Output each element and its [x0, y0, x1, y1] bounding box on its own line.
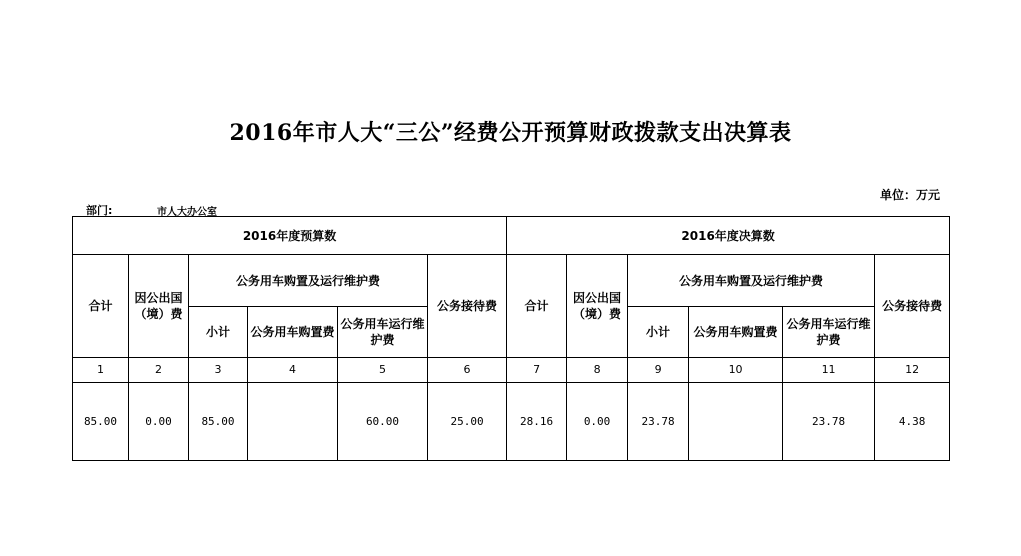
col-number: 12 — [875, 358, 950, 383]
department-value: 市人大办公室 — [157, 207, 217, 218]
final-abroad-header: 因公出国（境）费 — [567, 255, 628, 358]
budget-vehicle-header: 公务用车购置及运行维护费 — [189, 255, 428, 307]
final-vehicle-header: 公务用车购置及运行维护费 — [628, 255, 875, 307]
col-number: 4 — [248, 358, 338, 383]
budget-group-header: 2016年度预算数 — [73, 217, 507, 255]
final-vehicle-purchase-header: 公务用车购置费 — [689, 307, 783, 358]
col-number: 8 — [567, 358, 628, 383]
value-cell: 0.00 — [129, 383, 189, 461]
budget-total-header: 合计 — [73, 255, 129, 358]
final-subtotal-header: 小计 — [628, 307, 689, 358]
col-number: 7 — [507, 358, 567, 383]
final-group-header: 2016年度决算数 — [507, 217, 950, 255]
page-title: 2016年市人大“三公”经费公开预算财政拨款支出决算表 — [229, 120, 792, 146]
value-cell — [689, 383, 783, 461]
value-cell: 60.00 — [338, 383, 428, 461]
value-cell: 28.16 — [507, 383, 567, 461]
value-cell — [248, 383, 338, 461]
value-cell: 85.00 — [73, 383, 129, 461]
department-label: 部门: — [86, 204, 113, 217]
value-cell: 4.38 — [875, 383, 950, 461]
column-number-row — [73, 358, 950, 383]
col-number: 1 — [73, 358, 129, 383]
value-cell: 23.78 — [783, 383, 875, 461]
final-total-header: 合计 — [507, 255, 567, 358]
budget-abroad-header: 因公出国（境）费 — [129, 255, 189, 358]
budget-reception-header: 公务接待费 — [428, 255, 507, 358]
col-number: 5 — [338, 358, 428, 383]
col-number: 2 — [129, 358, 189, 383]
final-reception-header: 公务接待费 — [875, 255, 950, 358]
value-cell: 0.00 — [567, 383, 628, 461]
expense-table — [72, 216, 950, 461]
col-number: 9 — [628, 358, 689, 383]
budget-subtotal-header: 小计 — [189, 307, 248, 358]
col-number: 10 — [689, 358, 783, 383]
value-cell: 85.00 — [189, 383, 248, 461]
col-number: 3 — [189, 358, 248, 383]
unit-label: 单位：万元 — [880, 188, 941, 202]
budget-vehicle-purchase-header: 公务用车购置费 — [248, 307, 338, 358]
final-vehicle-operation-header: 公务用车运行维护费 — [783, 307, 875, 358]
value-cell: 23.78 — [628, 383, 689, 461]
value-row — [73, 383, 950, 461]
budget-vehicle-operation-header: 公务用车运行维护费 — [338, 307, 428, 358]
col-number: 6 — [428, 358, 507, 383]
value-cell: 25.00 — [428, 383, 507, 461]
col-number: 11 — [783, 358, 875, 383]
